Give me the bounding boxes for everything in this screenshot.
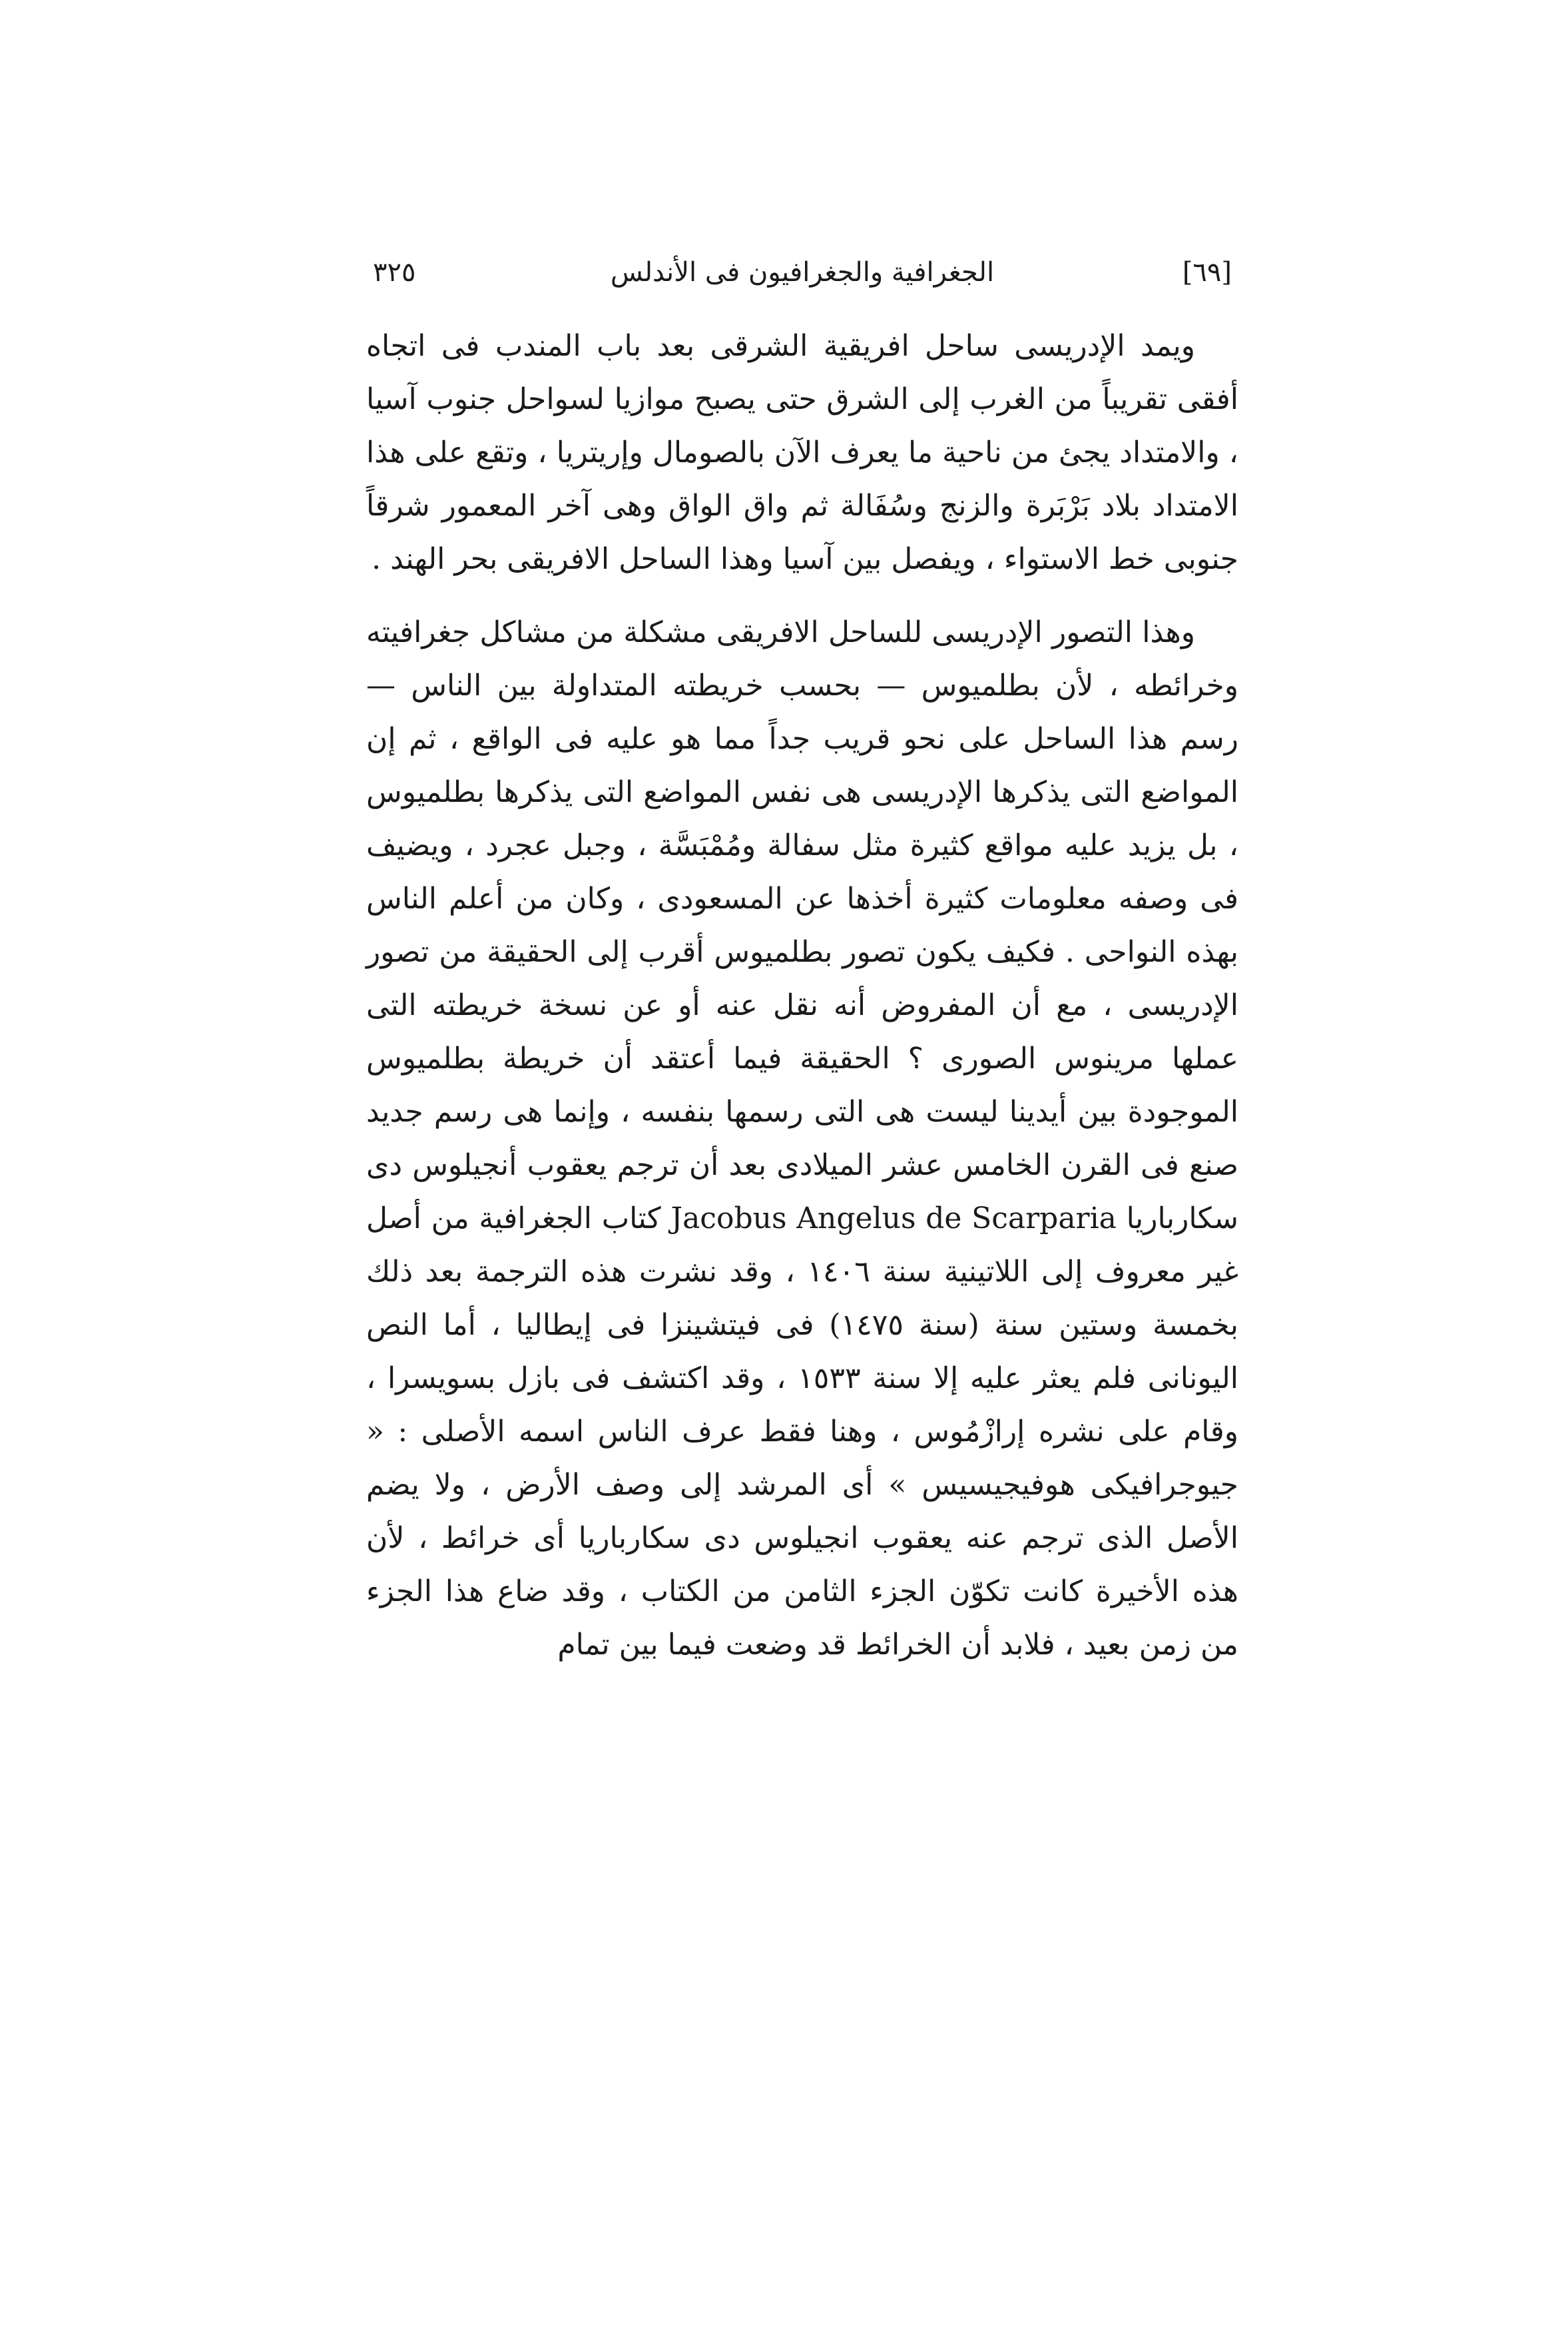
latin-name: Jacobus Angelus de Scarparia: [670, 1201, 1117, 1235]
paragraph-2-part-2: كتاب الجغرافية من أصل غير معروف إلى اللاتينية سنة ١٤٠٦ ، وقد نشرت هذه الترجمة بعد ذلك بخمسة وستين سنة (سنة ١٤٧٥) فى فيتشينزا فى إيطاليا ، أما النص اليونانى فلم يعثر عليه إلا سنة ١٥٣٣ ، وقد اكتشف فى بازل بسويسرا ، وقام على نشره إرازْمُوس ، وهنا فقط عرف الناس اسمه الأصلى : « جيوجرافيكى هوفيجيسيس » أى المرشد إلى وصف الأرض ، ولا يضم الأصل الذى ترجم عنه يعقوب انجيلوس دى سكارباريا أى خرائط ، لأن هذه الأخيرة كانت تكوّن الجزء الثامن من الكتاب ، وقد ضاع هذا الجزء من زمن بعيد ، فلابد أن الخرائط قد وضعت فيما بين تمام: [366, 1201, 1239, 1662]
paragraph-1: ويمد الإدريسى ساحل افريقية الشرقى بعد باب المندب فى اتجاه أفقى تقريباً من الغرب إلى الشرق حتى يصبح موازيا لسواحل جنوب آسيا ، والامتداد يجئ من ناحية ما يعرف الآن بالصومال وإريتريا ، وتقع على هذا الامتداد بلاد بَرْبَرة والزنج وسُفَالة ثم واق الواق وهى آخر المعمور شرقاً جنوبى خط الاستواء ، ويفصل بين آسيا وهذا الساحل الافريقى بحر الهند .: [366, 329, 1238, 576]
page-number: ٣٢٥: [373, 257, 416, 288]
bracket-page-number: [٦٩]: [1182, 257, 1232, 288]
body-text: [366, 320, 1238, 1672]
running-title: الجغرافية والجغرافيون فى الأندلس: [610, 257, 995, 288]
page-header: [373, 243, 1232, 303]
paragraph-2: [366, 606, 1238, 1672]
paragraph-2-part-1: وهذا التصور الإدريسى للساحل الافريقى مشكلة من مشاكل جغرافيته وخرائطه ، لأن بطلميوس — بحسب خريطته المتداولة بين الناس — رسم هذا الساحل على نحو قريب جداً مما هو عليه فى الواقع ، ثم إن المواضع التى يذكرها الإدريسى هى نفس المواضع التى يذكرها بطلميوس ، بل يزيد عليه مواقع كثيرة مثل سفالة ومُمْبَسَّة ، وجبل عجرد ، ويضيف فى وصفه معلومات كثيرة أخذها عن المسعودى ، وكان من أعلم الناس بهذه النواحى . فكيف يكون تصور بطلميوس أقرب إلى الحقيقة من تصور الإدريسى ، مع أن المفروض أنه نقل عنه أو عن نسخة خريطته التى عملها مرينوس الصورى ؟ الحقيقة فيما أعتقد أن خريطة بطلميوس الموجودة بين أيدينا ليست هى التى رسمها بنفسه ، وإنما هى رسم جديد صنع فى القرن الخامس عشر الميلادى بعد أن ترجم يعقوب أنجيلوس دى سكارباريا: [366, 615, 1238, 1235]
